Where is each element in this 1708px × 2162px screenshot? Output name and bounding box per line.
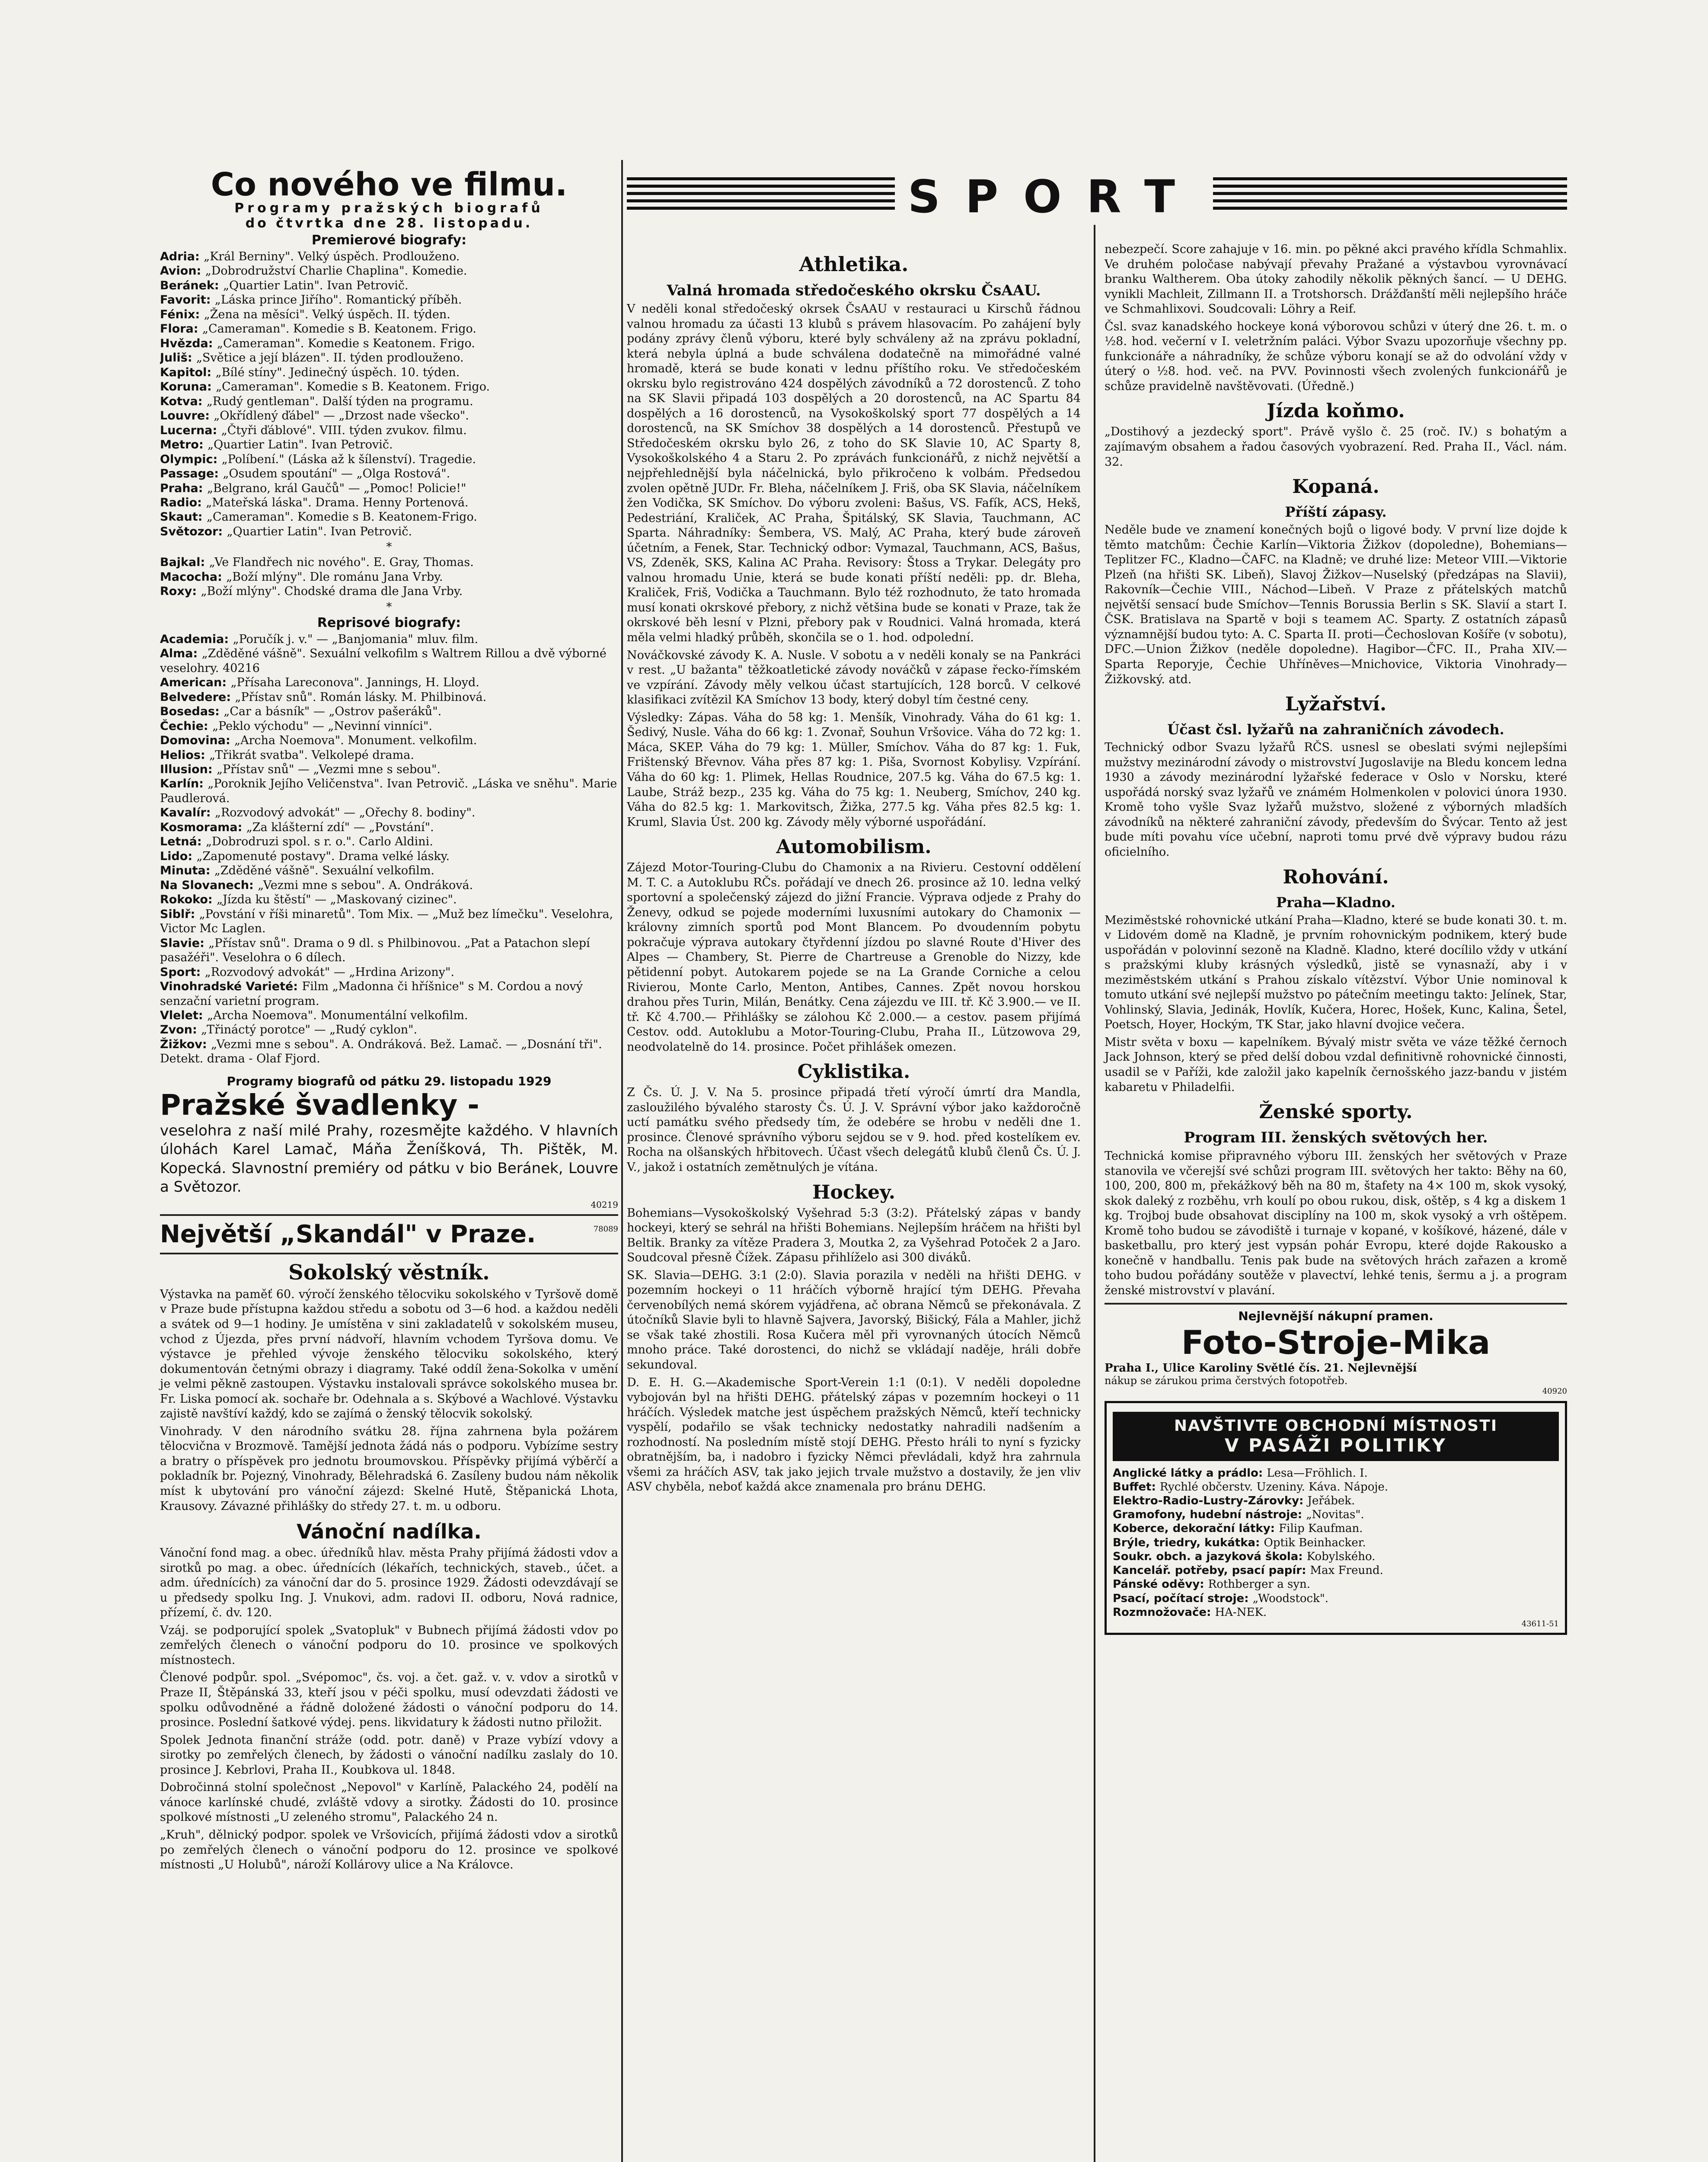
- cinema-entry-program: „Král Berniny". Velký úspěch. Prodlouženo.: [204, 250, 460, 263]
- sport-column-left: [627, 246, 1081, 1497]
- paragraph: Členové podpůr. spol. „Svépomoc", čs. voj. a čet. gaž. v. v. vdov a sirotků v Praze II, Štěpánská 33, kteří jsou v péči spolku, musí odevzdati žádosti ve spolku odůvodněné a řádně doložené žádosti o vánoční podporu do 14. prosince. Poslední šatkové výdej. pens. likvidatury k žádosti nutno přiložit.: [160, 1671, 618, 1730]
- cinema-entry-program: „Cameraman". Komedie s Keatonem. Frigo.: [217, 336, 475, 350]
- cyklo-title: Cyklistika.: [797, 1061, 910, 1083]
- paragraph: V neděli konal středočeský okrsek ČsAAU v restauraci u Kirschů řádnou valnou hromadu za účasti 13 klubů s právem hlasovacím. Po zahájení byly podány zprávy členů výboru, které byly schváleny až na zprávu pokladní, která nebyla úplná a bude schválena dodatečně na mimořádné valné hromadě, která se bude konati v lednu příštího roku. Ve středočeském okrsku bylo registrováno 424 dospělých závodníků a 72 dorostenců. Z toho na SK Slavii připadá 103 dospělých a 20 dorostenců, na AC Spartu 84 dospělých a 16 dorostenců, na Vysokoškolský sport 77 dospělých a 14 dorostenců, na SK Smíchov 38 dospělých a 14 dorostenců. Přestupů ve Středočeském okrsku bylo 26, z toho do SK Slavie 10, AC Sparty 8, Vysokoškolského 4 a Staru 2. Po zprávách funkcionářů, z nichž největší a nejpřehlednější byla náčelnická, bylo přikročeno k volbám. Předsedou zvolen opětně JUDr. Fr. Bleha, náčelníkem J. Friš, oba SK Slavia, náčelníkem žen Vodička, SK Smíchov. Do výboru zvoleni: Bašus, VS. Fafík, ACS, Hekš, Pedestriání, Kraliček, AC Praha, Špitálský, SK Slavia, Tauchmann, AC Sparta. Náhradníky: Šembera, VS. Malý, AC Praha, který bude zároveň účetním, a Fenek, Star. Technický odbor: Vymazal, Tauchmann, ACS, Bašus, VS, Zdeněk, SKS, Kalina AC Praha. Revisory: Štoss a Trykar. Delegáty pro valnou hromadu Unie, která se bude konati příští neděli: pp. dr. Bleha, Kraliček, Friš, Vodička a Tauchmann. Bylo též rozhodnuto, že tato hromada musí konati okrskové přebory, z nichž většina bude se konati v Praze, tak že okrskové běh lesní v Plzni, přebory pak v Roudnici. Valná hromada, která měla velmi hladký průběh, skončila se o 1. hod. odpolední.: [627, 302, 1081, 645]
- cinema-entry-program: „Poručík j. v." — „Banjomania" mluv. film.: [233, 632, 479, 646]
- cinema-entry-name: Macocha:: [160, 570, 227, 584]
- cinema-entry-name: Fénix:: [160, 307, 204, 321]
- cinema-entry-name: Kapitol:: [160, 365, 216, 379]
- cinema-entry-name: Olympic:: [160, 452, 222, 466]
- cinema-entry: [160, 555, 618, 569]
- cinema-entry: [160, 570, 618, 584]
- cinema-entry: [160, 646, 618, 675]
- cinema-entry-name: Academia:: [160, 632, 233, 646]
- cinema-entry-program: „Zděděné vášně". Sexuální velkofilm s Waltrem Rillou a dvě výborné veselohry. 40216: [160, 647, 607, 675]
- cinema-entry: [160, 907, 618, 936]
- zenske-article: Technická komise připravného výboru III. ženských her světových v Praze stanovila ve včerejší své schůzi program III. světových her takto: Běhy na 60, 100, 200, 800 m, překážkový běh na 80 m, štafety na 4× 100 m, skok vysoký, skok daleký z rozběhu, vrh koulí po obou rukou, disk, oštěp, s 4 kg a diskem 1 kg. Trojboj bude obsahovat disciplíny na 100 m, skok vysoký a vrh oštěpem. Kromě toho budou se závodiště i turnaje v kopané, v košíkové, házené, dále v basketballu, pro který jest vypsán pohár Evropu, které dojde Rakousko a konečně v handballu. Tenis pak bude na světových hrách zařazen a kromě toho budou pořádány soutěže v plavectví, lehké tenis, šermu a j. a program ženské mistrovství v plavání.: [1105, 1149, 1567, 1297]
- cinema-entry-name: Passage:: [160, 467, 223, 481]
- cinema-entry-program: „Car a básník" — „Ostrov pašeráků".: [223, 705, 442, 719]
- cinema-entry-program: „Quartier Latin". Ivan Petrovič.: [208, 438, 393, 452]
- cinema-entry: [160, 979, 618, 1008]
- cinema-entry: [160, 1037, 618, 1066]
- cinema-entry-program: „Mateřská láska". Drama. Henny Portenová.: [206, 496, 469, 509]
- cinema-entry-program: Film „Madonna či hříšnice" s M. Cordou a nový senzační varietní program.: [160, 980, 583, 1008]
- shop-entry-name: Kancelář. potřeby, psací papír:: [1113, 1564, 1310, 1577]
- cinema-entry: [160, 936, 618, 965]
- cinema-entry: [160, 719, 618, 733]
- cinema-entry: [160, 322, 618, 336]
- cinema-entry-program: „Archa Noemova". Monument. velkofilm.: [234, 734, 477, 748]
- cinema-entry: [160, 394, 618, 409]
- cinema-entry-name: Vlelet:: [160, 1008, 208, 1022]
- divider: [160, 1214, 618, 1216]
- shop-entry-name: Anglické látky a prádlo:: [1113, 1466, 1267, 1480]
- column-rule-left: [621, 160, 623, 2162]
- cinema-entry-program: „Rozvodový advokát" — „Ořechy 8. bodiny".: [214, 806, 476, 820]
- cinema-entry-name: Kavalír:: [160, 806, 215, 820]
- cinema-entry: [160, 481, 618, 496]
- cinema-entry-program: „Políbení." (Láska až k šílenství). Tragedie.: [221, 452, 476, 466]
- hockey-article: [627, 1206, 1081, 1495]
- cinema-entry: [160, 307, 618, 322]
- shop-entry-program: Rothberger a syn.: [1208, 1578, 1311, 1591]
- cinema-entry-name: Lucerna:: [160, 423, 221, 437]
- cinema-entry-program: „Osudem spoutání" — „Olga Rostová".: [223, 467, 450, 481]
- cinema-entry-name: Radio:: [160, 496, 206, 509]
- cinema-entry-program: „Žena na měsíci". Velký úspěch. II. týden.: [204, 307, 450, 321]
- cinema-entry-name: Flora:: [160, 322, 202, 336]
- shop-entry: [1113, 1480, 1559, 1494]
- cinema-entry-program: „Dobrodružství Charlie Chaplina". Komedie.: [205, 264, 467, 278]
- paragraph: Vzáj. se podporující spolek „Svatopluk" v Bubnech přijímá žádosti vdov po zemřelých členech o vánoční podporu do 10. prosince ve spolkových místnostech.: [160, 1623, 618, 1667]
- cinema-entry-name: Illusion:: [160, 763, 217, 776]
- cinema-entry-program: „Rudý gentleman". Další týden na programu.: [206, 394, 473, 408]
- paragraph: „Kruh", dělnický podpor. spolek ve Vršovicích, přijímá žádosti vdov a sirotků po zemřelých členech o vánoční podporu do 12. prosince ve spolkové místnosti „U Holubů", nároží Kollárovy ulice a Na Královce.: [160, 1828, 618, 1872]
- cinema-entry: [160, 762, 618, 777]
- cinema-entry-name: Adria:: [160, 250, 204, 263]
- cinema-entry-program: „Boží mlýny". Dle románu Jana Vrby.: [226, 570, 443, 584]
- premiere-heading: Premierové biografy:: [311, 233, 467, 248]
- cinema-entry-name: Roxy:: [160, 585, 201, 598]
- film-subtitle-1: Programy pražských biografů: [234, 201, 544, 216]
- shop-entry: [1113, 1564, 1559, 1577]
- cinema-entry: [160, 438, 618, 452]
- cinema-entry-name: Kosmorama:: [160, 820, 246, 834]
- shop-entry: [1113, 1508, 1559, 1522]
- shop-entry-name: Soukr. obch. a jazyková škola:: [1113, 1550, 1307, 1563]
- cinema-entry-program: „Belgrano, král Gaučů" — „Pomoc! Policie!": [207, 481, 466, 495]
- cinema-entry-name: Letná:: [160, 835, 206, 849]
- cinema-entry: [160, 849, 618, 864]
- shop-entry-name: Psací, počítací stroje:: [1113, 1592, 1253, 1605]
- cinema-entry: [160, 351, 618, 365]
- paragraph: Spolek Jednota finanční stráže (odd. potr. daně) v Praze vybízí vdovy a sirotky po zemřelých členech, by žádosti o vánoční nadílku zaslaly do 10. prosince J. Kebrlovi, Praha II., Koubkova ul. 1848.: [160, 1733, 618, 1777]
- cinema-entry: [160, 892, 618, 907]
- paragraph: Výsledky: Zápas. Váha do 58 kg: 1. Menšík, Vinohrady. Váha do 61 kg: 1. Šedivý, Nusle. Váha do 66 kg: 1. Zvonař, Souhun Vršovice. Váha do 72 kg: 1. Máca, SKEP. Váha do 79 kg: 1. Müller, Smíchov. Váha do 87 kg: 1. Fuk, Frištenský Břevnov. Váha přes 87 kg: 1. Piša, Svornost Kobylisy. Vzpírání. Váha do 60 kg: 1. Plimek, Hellas Roudnice, 207.5 kg. Váha do 67.5 kg: 1. Laube, Stráž bezp., 235 kg. Váha do 75 kg: 1. Neuberg, Smíchov, 240 kg. Váha do 82.5 kg: 1. Markovitsch, Žižka, 277.5 kg. Váha přes 82.5 kg: 1. Kruml, Slavia Úst. 200 kg. Závody měly výborné uspořádání.: [627, 710, 1081, 829]
- cinema-entry-name: Alma:: [160, 647, 202, 661]
- cinema-entry: [160, 510, 618, 524]
- shop-entry-program: Filip Kaufman.: [1279, 1522, 1363, 1535]
- ad-foto-kicker: Nejlevnější nákupní pramen.: [1238, 1308, 1433, 1323]
- cinema-entry-program: „Láska prince Jiřího". Romantický příběh.: [214, 293, 462, 307]
- cinema-entry-program: „Okřídlený ďábel" — „Drzost nade všecko".: [214, 409, 469, 423]
- cinema-entry-program: „Vezmi mne s sebou". A. Ondráková. Bež. Lamač. — „Dosnání tři". Detekt. drama - Olaf Fjord.: [160, 1037, 602, 1066]
- cinema-entry: [160, 452, 618, 467]
- hromada-title: Valná hromada středočeského okrsku ČsAAU.: [667, 282, 1041, 299]
- cinema-entry-name: Siblř:: [160, 907, 199, 921]
- cinema-entry-program: „Archa Noemova". Monumentální velkofilm.: [207, 1008, 468, 1022]
- cinema-entry: [160, 525, 618, 539]
- cinema-entry: [160, 806, 618, 820]
- rohovani-subtitle: Praha—Kladno.: [1276, 894, 1395, 911]
- ad-skandal: [160, 1220, 618, 1248]
- cinema-entry: [160, 675, 618, 690]
- cinema-entry: [160, 365, 618, 380]
- cinema-entry-program: „Dobrodruzi spol. s r. o.". Carlo Aldini.: [206, 835, 433, 849]
- ad-pasaz-code: 43611-51: [1521, 1619, 1559, 1629]
- ad-text: veselohra z naší milé Prahy, rozesmějte každého. V hlavních úlohách Karel Lamač, Máňa Ženíšková, Th. Pištěk, M. Kopecká. Slavnostní premiéry od pátku v bio Beránek, Louvre a Světozor.: [160, 1122, 618, 1196]
- cinema-entry: [160, 249, 618, 264]
- extra-list: [160, 555, 618, 598]
- cinema-entry-name: Favorit:: [160, 293, 215, 307]
- cinema-entry-name: Domovina:: [160, 734, 235, 748]
- cinema-entry: [160, 777, 618, 806]
- ad-skandal-title: Největší „Skandál" v Praze.: [160, 1220, 536, 1248]
- cinema-entry-program: „Quartier Latin". Ivan Petrovič.: [227, 525, 412, 538]
- cinema-entry: [160, 820, 618, 835]
- cinema-entry: [160, 878, 618, 892]
- cinema-entry-program: „Čtyři ďáblové". VIII. týden zvukov. filmu.: [221, 423, 467, 437]
- cinema-entry-name: Belvedere:: [160, 690, 235, 704]
- ad-foto-mika: [1105, 1309, 1567, 1396]
- shop-entry-program: Jeřábek.: [1307, 1494, 1355, 1507]
- cinema-entry-name: Na Slovanech:: [160, 878, 258, 892]
- cinema-entry-program: „Vezmi mne s sebou". A. Ondráková.: [258, 878, 473, 892]
- cinema-entry-program: „Světice a její blázen". II. týden prodlouženo.: [196, 351, 464, 365]
- cinema-entry: [160, 632, 618, 646]
- shop-entry: [1113, 1577, 1559, 1591]
- zenske-title: Ženské sporty.: [1259, 1101, 1413, 1123]
- cinema-entry-name: Kotva:: [160, 394, 207, 408]
- cinema-entry-name: American:: [160, 676, 231, 690]
- vanocni-title: Vánoční nadílka.: [297, 1520, 482, 1544]
- cinema-entry-name: Avion:: [160, 264, 205, 278]
- paragraph: Vinohrady. V den národního svátku 28. října zahrnena byla požárem tělocvična v Brozmově. Tamější jednota žádá nás o podporu. Vybízíme sestry a bratry o příspěvek pro jednotu broumovskou. Příspěvky přijímá výběrčí a pokladník br. Pojezný, Vinohrady, Bělehradská 6. Zasíleny budou nám několik míst k ubytování pro vánoční zájezd: Skelné Hutě, Štěpanická Lhota, Krausovy. Závazné přihlášky do středy 27. t. m. u odboru.: [160, 1424, 618, 1513]
- hromada-article: [627, 302, 1081, 830]
- ad-prazske-svadlenky: [160, 1074, 618, 1210]
- cinema-entry-program: „Za klášterní zdí" — „Povstání".: [246, 820, 434, 834]
- lyze-subtitle: Účast čsl. lyžařů na zahraničních závodech.: [1167, 721, 1504, 738]
- cinema-entry-program: „Cameraman". Komedie s B. Keatonem-Frigo.: [206, 510, 477, 524]
- film-column: [160, 166, 618, 1875]
- cinema-entry: [160, 1023, 618, 1037]
- shop-entry-program: „Novitas".: [1306, 1508, 1364, 1522]
- shop-entry-name: Elektro-Radio-Lustry-Zárovky:: [1113, 1494, 1308, 1507]
- cinema-entry-name: Rokoko:: [160, 893, 217, 907]
- cinema-entry: [160, 293, 618, 307]
- zapasy-article: Neděle bude ve znamení konečných bojů o ligové body. V první lize dojde k těmto matchům: Čechie Karlín—Viktoria Žižkov (dopoledne), Bohemians—Teplitzer FC., Kladno—ČAFC. na Kladně; ve druhé lize: Meteor VIII.—Viktorie Plzeň (na hřišti SK. Libeň), Slavoj Žižkov—Nuselský (předzápas na Slavii), Rakovník—Čechie VIII., Náchod—Libeň. V Praze z přátelských matchů největší sensací bude Smíchov—Tennis Borussia Berlin s SK. Slavií a start I. ČSK. Bratislava na Spartě v boji s teamem AC. Sparty. Z ostatních zápasů významnější budou tyto: A. C. Sparta II. proti—Čechoslovan Košíře (v sobotu), DFC.—Union Žižkov (neděle dopoledne). Hagibor—ČFC. II., Praha XIV.—Sparta Reporyje, Čechie Uhříněves—Mnichovice, Viktoria Vinohrady—Žižkovský. atd.: [1105, 523, 1567, 686]
- sokol-title: Sokolský věstník.: [288, 1260, 490, 1285]
- paragraph: SK. Slavia—DEHG. 3:1 (2:0). Slavia porazila v neděli na hřišti DEHG. v pozemním hockeyi o 11 hráčích výborně hrající tým DEHG. Převaha červenobílých nemá skórem vyjádřena, ač obrana Němců se překonávala. Z útočníků Slavie byli to hlavně Sajvera, Javorský, Bišický, Fála a Mahler, jichž se však také zhostili. Rosa Kučera měl při vyrovnaných útocích Němců mnoho práce. Také dorostenci, do nichž se vkládají naděje, hráli dobře sekundoval.: [627, 1268, 1081, 1372]
- cinema-entry-name: Slavie:: [160, 936, 209, 950]
- cinema-entry: [160, 336, 618, 351]
- cinema-entry-program: „Zděděné vášně". Sexuální velkofilm.: [214, 864, 435, 878]
- shop-entry-name: Buffet:: [1113, 1480, 1160, 1494]
- rohovani-title: Rohování.: [1283, 866, 1389, 888]
- cinema-entry-name: Helios:: [160, 748, 210, 762]
- cinema-entry-program: „Boží mlýny". Chodské drama dle Jana Vrby.: [201, 585, 463, 598]
- cinema-entry-program: „Jízda ku štěstí" — „Maskovaný cizinec".: [217, 893, 457, 907]
- shop-entry-name: Koberce, dekorační látky:: [1113, 1522, 1279, 1535]
- ad-pasaz-title-2: V PASÁŽI POLITIKY: [1224, 1434, 1447, 1456]
- cinema-entry-name: Hvězda:: [160, 336, 217, 350]
- cinema-entry-name: Čechie:: [160, 719, 213, 733]
- kanad-hockey: Čsl. svaz kanadského hockeye koná výborovou schůzi v úterý dne 26. t. m. o ½8. hod. večerní v I. veletržním paláci. Výbor Svazu upozorňuje všechny pp. funkcionáře a náhradníky, že schůze výboru konají se až do odvolání vždy v úterý o ½8. hod. več. na PVV. Povinnosti všech zvolených funkcionářů je schůze pravidelně navštěvovati. (Úředně.): [1105, 320, 1567, 393]
- shop-entry-program: „Woodstock".: [1252, 1592, 1329, 1605]
- cinema-entry: [160, 690, 618, 704]
- cinema-entry: [160, 965, 618, 979]
- cinema-entry-name: Minuta:: [160, 864, 214, 878]
- reprise-list: [160, 632, 618, 1066]
- cinema-entry: [160, 496, 618, 510]
- rohovani-article: Meziměstské rohovnické utkání Praha—Kladno, které se bude konati 30. t. m. v Lidovém domě na Kladně, je prvním rohovnickým podnikem, který bude uspořádán v polovinní sezoně na Kladně. Kladno, které docílilo vždy v utkání s pražskými kluby krásných výsledků, jistě se vynasnaží, aby i v meziměstském utkání s Prahou získalo vítězství. Výbor Unie nominoval k tomuto utkání své nejlepší mužstvo po pátečním meetingu takto: Jelínek, Star, Vohlinský, Slavia, Jedinák, Hovlík, Kučera, Horec, Hošek, Kunc, Kalina, Šetel, Poetsch, Hoyer, Hockým, TK Star, jako hlavní dvojice večera.: [1105, 913, 1567, 1032]
- paragraph: Vánoční fond mag. a obec. úředníků hlav. města Prahy přijímá žádosti vdov a sirotků po mag. a obec. úřednících (lékařích, technických, staveb., účet. a adm. úřednících) za vánoční dar do 5. prosince 1929. Žádosti odevzdávají se u předsedy spolku Ing. J. Vnukovi, adm. radovi II. odboru, Nová radnice, přízemí, č. dv. 120.: [160, 1546, 618, 1620]
- cinema-entry: [160, 748, 618, 762]
- zenske-subtitle: Program III. ženských světových her.: [1184, 1129, 1488, 1147]
- paragraph: D. E. H. G.—Akademische Sport-Verein 1:1 (0:1). V neděli dopoledne vybojován byl na hřišti DEHG. přátelský zápas v pozemním hockeyi o 11 hráčích. Výsledek matche jest úspěchem pražských Němců, kteří technicky vyspělí, podařilo se však technicky nedostatky nahradili nadšením a rozhodností. Na posledním místě stojí DEHG. Přesto hráli to nyní s fyzicky obratnějším, ba, i nadobro i fyzicky Němci převládali, když hra zahrnula všemi za hráčích ASV, tak jako jejich trvale mužstvo a dostavily, že jen vliv ASV chyběla, neboť každá akce znamenala pro bránu DEHG.: [627, 1375, 1081, 1494]
- reprise-heading: Reprisové biografy:: [317, 615, 461, 630]
- cinema-entry-program: „Zapomenuté postavy". Drama velké lásky.: [196, 849, 450, 863]
- shop-entry-program: Lesa—Fröhlich. I.: [1267, 1466, 1368, 1480]
- cinema-entry: [160, 733, 618, 748]
- ad-pasaz-list: [1113, 1466, 1559, 1620]
- film-title: Co nového ve filmu.: [211, 166, 568, 203]
- cyklo-article: Z Čs. Ú. J. V. Na 5. prosince připadá třetí výročí úmrtí dra Mandla, zasloužilého bývalého starosty Čs. Ú. J. V. Správní výbor jako každoročně uctí památku svého předsedy tím, že odebére se hrobu v neděli dne 1. prosince. Členové správního výboru sejdou se v 9. hod. před kostelíkem ev. Rocha na olšanských hřbitovech. Účast všech delegátů klubů členů Čs. Ú. J. V., jakož i ostatních zemětnulých je vítána.: [627, 1086, 1081, 1174]
- cinema-entry-name: Skaut:: [160, 510, 207, 524]
- shop-entry: [1113, 1536, 1559, 1550]
- cinema-entry: [160, 278, 618, 293]
- sokol-article: [160, 1287, 618, 1514]
- column-rule-right: [1094, 225, 1095, 2162]
- box-article: Mistr světa v boxu — kapelníkem. Bývalý mistr světa ve váze těžké černoch Jack Johnson, který se před delší dobou vzdal definitivně rohovnické činnosti, usadil se v Paříži, kde založil jako kapelník černošského jazz-bandu v jistém kabaretu v Philadelfii.: [1105, 1035, 1567, 1094]
- cinema-entry-program: „Přísaha Lareconova". Jannings, H. Lloyd.: [230, 676, 479, 690]
- cinema-entry-program: „Cameraman". Komedie s B. Keatonem. Frigo.: [202, 322, 476, 336]
- ad-title: Pražské švadlenky -: [160, 1088, 479, 1122]
- auto-article: Zájezd Motor-Touring-Clubu do Chamonix a na Rivieru. Cestovní oddělení M. T. C. a Autoklubu RČs. pořádají ve dnech 26. prosince až 10. ledna velký sportovní a společenský zájezd do jižní Francie. Výprava odjede z Prahy do Ženevy, odkud se pojede moderními luxusními autokary do Chamonix — královny zimních sportů pod Mont Blancem. Po dvoudenním pobytu pokračuje výprava autokary čtyřdenní jízdou po slavné Route d'Hiver des Alpes — Chambery, St. Pierre de Chartreuse a Grenoble do Nizzy, kde pětidenní pobyt. Autokarem pojede se na La Grande Corniche a celou Rivierou, Monte Carlo, Menton, Antibes, Cannes. Zpět novou horskou drahou přes Turin, Milán, Benátky. Cena zájezdu ve III. tř. Kč 3.900.— ve II. tř. Kč 4.700.— Přihlášky se zálohou Kč 2.000.— a cestov. pasem přijímá Cestov. odd. Autoklubu a Motor-Touring-Clubu, Praha II., Lützowova 29, neodvolatelně do 14. prosince. Počet přihlášek omezen.: [627, 861, 1081, 1054]
- shop-entry: [1113, 1592, 1559, 1606]
- ad-kicker: Programy biografů od pátku 29. listopadu 1929: [227, 1074, 552, 1088]
- divider: [1105, 1303, 1567, 1305]
- hockey-continued: nebezpečí. Score zahajuje v 16. min. po pěkné akci pravého křídla Schmahlix. Ve druhém poločase nabývají převahy Pražané a výstavbou vyrovnávací branku Waltherem. Oba útoky zahodily několik pěkných šancí. — U DEHG. vynikli Machleit, Zillmann II. a Trotshorsch. Drážďanští měli nejlepšího hráče ve Schmahlixovi. Soudcovali: Löhry a Reif.: [1105, 243, 1567, 316]
- shop-entry: [1113, 1606, 1559, 1619]
- cinema-entry-program: „Peklo východu" — „Nevinní vinníci".: [212, 719, 432, 733]
- shop-entry: [1113, 1522, 1559, 1535]
- cinema-entry-program: „Rozvodový advokát" — „Hrdina Arizony".: [204, 965, 455, 979]
- cinema-entry: [160, 704, 618, 719]
- ad-skandal-code: 78089: [593, 1224, 618, 1234]
- kopana-title: Kopaná.: [1292, 476, 1379, 498]
- cinema-entry: [160, 835, 618, 849]
- shop-entry-program: Kobylského.: [1306, 1550, 1376, 1563]
- ad-code: 40219: [591, 1199, 618, 1210]
- shop-entry-name: Brýle, triedry, kukátka:: [1113, 1536, 1264, 1549]
- cinema-entry: [160, 264, 618, 278]
- jizda-title: Jízda koňmo.: [1267, 400, 1405, 422]
- shop-entry-name: Rozmnožovače:: [1113, 1606, 1215, 1619]
- cinema-entry-name: Vinohradské Varieté:: [160, 980, 302, 994]
- cinema-entry-program: „Poroknik Jejího Veličenstva". Ivan Petrovič. „Láska ve sněhu". Marie Paudlerová.: [160, 777, 617, 805]
- cinema-entry: [160, 1008, 618, 1023]
- cinema-entry: [160, 380, 618, 394]
- cinema-entry: [160, 467, 618, 481]
- cinema-entry-program: „Povstání v říši minaretů". Tom Mix. — „Muž bez límečku". Veselohra, Victor Mc Laglen.: [160, 907, 613, 936]
- cinema-entry: [160, 423, 618, 438]
- shop-entry-program: HA-NEK.: [1215, 1606, 1267, 1619]
- shop-entry-name: Gramofony, hudební nástroje:: [1113, 1508, 1306, 1522]
- shop-entry-program: Optik Beinhacker.: [1264, 1536, 1366, 1549]
- sport-column-right: [1105, 242, 1567, 1640]
- sport-banner: [627, 170, 1567, 223]
- cinema-entry-program: „Třikrát svatba". Velkolepé drama.: [209, 748, 414, 762]
- cinema-entry-name: Louvre:: [160, 409, 214, 423]
- cinema-entry-program: „Přístav snů". Drama o 9 dl. s Philbinovou. „Pat a Patachon slepí pasažéři". Veselohra o 6 dílech.: [160, 936, 590, 965]
- ad-foto-code: 40920: [1542, 1386, 1567, 1396]
- divider: [160, 1253, 618, 1254]
- jizda-article: „Dostihový a jezdecký sport". Právě vyšlo č. 25 (roč. IV.) s bohatým a zajímavým obsahem a řadou časových vyobrazení. Red. Praha II., Václ. nám. 32.: [1105, 425, 1567, 469]
- shop-entry: [1113, 1494, 1559, 1508]
- shop-entry-program: Max Freund.: [1310, 1564, 1383, 1577]
- cinema-entry-name: Karlín:: [160, 777, 208, 791]
- ad-pasaz-title-1: NAVŠTIVTE OBCHODNÍ MÍSTNOSTI: [1174, 1417, 1498, 1435]
- separator-star: *: [386, 540, 392, 554]
- sport-banner-title: SPORT: [895, 177, 1213, 216]
- film-subtitle-2: do čtvrtka dne 28. listopadu.: [245, 216, 533, 231]
- cinema-entry-program: „Přístav snů". Román lásky. M. Philbinová.: [235, 690, 487, 704]
- cinema-entry-name: Zvon:: [160, 1023, 201, 1037]
- ad-pasaz-header: [1113, 1412, 1559, 1461]
- paragraph: Dobročinná stolní společnost „Nepovol" v Karlíně, Palackého 24, podělí na vánoce karlínské chudé, zvláště vdovy a sirotky. Žádosti do 10. prosince spolkové místnosti „U zeleného stromu", Palackého 24 n.: [160, 1781, 618, 1824]
- cinema-entry: [160, 864, 618, 878]
- auto-title: Automobilism.: [776, 836, 932, 858]
- cinema-entry-name: Beránek:: [160, 278, 223, 292]
- ad-foto-line1: Praha I., Ulice Karoliny Světlé čís. 21. Nejlevnější: [1105, 1361, 1417, 1375]
- separator-star: *: [386, 600, 392, 614]
- paragraph: Bohemians—Vysokoškolský Vyšehrad 5:3 (3:2). Přátelský zápas v bandy hockeyi, který se sehrál na hřišti Bohemians. Nejlepším hráčem na hřišti byl Beltik. Branky za vítěze Pradera 3, Moutka 2, za Vyšehrad Potoček 2 a Jaro. Soudcoval přesně Čížek. Zápasu přihlíželo asi 300 diváků.: [627, 1206, 1081, 1265]
- cinema-entry-name: Lido:: [160, 849, 197, 863]
- cinema-entry: [160, 409, 618, 423]
- cinema-entry-name: Bosedas:: [160, 705, 224, 719]
- cinema-entry-program: „Třináctý porotce" — „Rudý cyklon".: [201, 1023, 418, 1037]
- hockey-title: Hockey.: [812, 1181, 896, 1203]
- premiere-list: [160, 249, 618, 539]
- cinema-entry-program: „Quartier Latin". Ivan Petrovič.: [223, 278, 409, 292]
- cinema-entry-name: Praha:: [160, 481, 207, 495]
- atletika-title: Athletika.: [799, 253, 909, 276]
- cinema-entry-program: „Ve Flandřech nic nového". E. Gray, Thomas.: [209, 556, 474, 569]
- lyze-title: Lyžařství.: [1285, 693, 1387, 716]
- ad-pasaz-politiky: [1105, 1401, 1567, 1635]
- cinema-entry-program: „Přístav snů" — „Vezmi mne s sebou".: [217, 763, 441, 776]
- paragraph: Výstavka na paměť 60. výročí ženského tělocviku sokolského v Tyršově domě v Praze bude přístupna každou středu a sobotu od 3—6 hod. a každou neděli a svátek od 9—1 hodiny. Je umístěna v sini zakladatelů v sokolském museu, vchod z Újezda, přes první nádvoří, hlavním vchodem Tyršova domu. Ve výstavce je přehled vývoje ženského tělocviku sokolského, který dokumentován četnými obrazy i diagramy. Také oddíl žena-Sokolka v umění je velmi pěkně zastoupen. Výstavku instalovali správce sokolského musea br. Fr. Liska pomocí ak. sochaře br. Odehnala a s. Skýbové a Wachlové. Výstavku zajistě navštíví každý, kdo se zajímá o ženský tělocvik sokolský.: [160, 1287, 618, 1421]
- cinema-entry-program: „Bílé stíny". Jedinečný úspěch. 10. týden.: [215, 365, 460, 379]
- zapasy-title: Příští zápasy.: [1285, 504, 1387, 521]
- ad-foto-title: Foto-Stroje-Mika: [1181, 1323, 1491, 1362]
- lyze-article: Technický odbor Svazu lyžařů RČS. usnesl se obeslati svými nejlepšími mužstvy mezinárodní závody o mistrovství Jugoslavije na Bledu koncem ledna 1930 a závody mezinárodní lyžařské federace v Oslo v Norsku, které uspořádá norský svaz lyžařů ve známém Holmenkolen v polovici února 1930. Kromě toho vyšle Svaz lyžařů mužstvo, složené z výborných mladších závodníků na některé zahraniční závody, především do Švýcar. Tento až jest bude míti povahu více učební, naproti tomu prvé dvě výpravy budou rázu oficielního.: [1105, 741, 1567, 859]
- cinema-entry-name: Bajkal:: [160, 556, 209, 569]
- cinema-entry-name: Koruna:: [160, 380, 216, 394]
- cinema-entry: [160, 584, 618, 598]
- cinema-entry-name: Žižkov:: [160, 1037, 211, 1051]
- shop-entry: [1113, 1466, 1559, 1480]
- cinema-entry-name: Světozor:: [160, 525, 227, 538]
- shop-entry: [1113, 1550, 1559, 1564]
- shop-entry-program: Rychlé občerstv. Uzeniny. Káva. Nápoje.: [1159, 1480, 1389, 1494]
- ad-foto-line2: nákup se zárukou prima čerstvých fotopotřeb.: [1105, 1374, 1348, 1387]
- cinema-entry-name: Sport:: [160, 965, 205, 979]
- cinema-entry-name: Metro:: [160, 438, 208, 452]
- paragraph: Nováčkovské závody K. A. Nusle. V sobotu a v neděli konaly se na Pankráci v rest. „U bažanta" těžkoatletické závody nováčků v zápase řecko-římském ve vzpírání. Závody měly velkou účast startujících, 128 borců. V celkové klasifikaci zvítězil KA Smíchov 13 body, který dobyl tím čestné ceny.: [627, 648, 1081, 707]
- vanocni-article: [160, 1546, 618, 1872]
- cinema-entry-program: „Cameraman". Komedie s B. Keatonem. Frigo.: [216, 380, 490, 394]
- shop-entry-name: Pánské oděvy:: [1113, 1578, 1208, 1591]
- cinema-entry-name: Juliš:: [160, 351, 197, 365]
